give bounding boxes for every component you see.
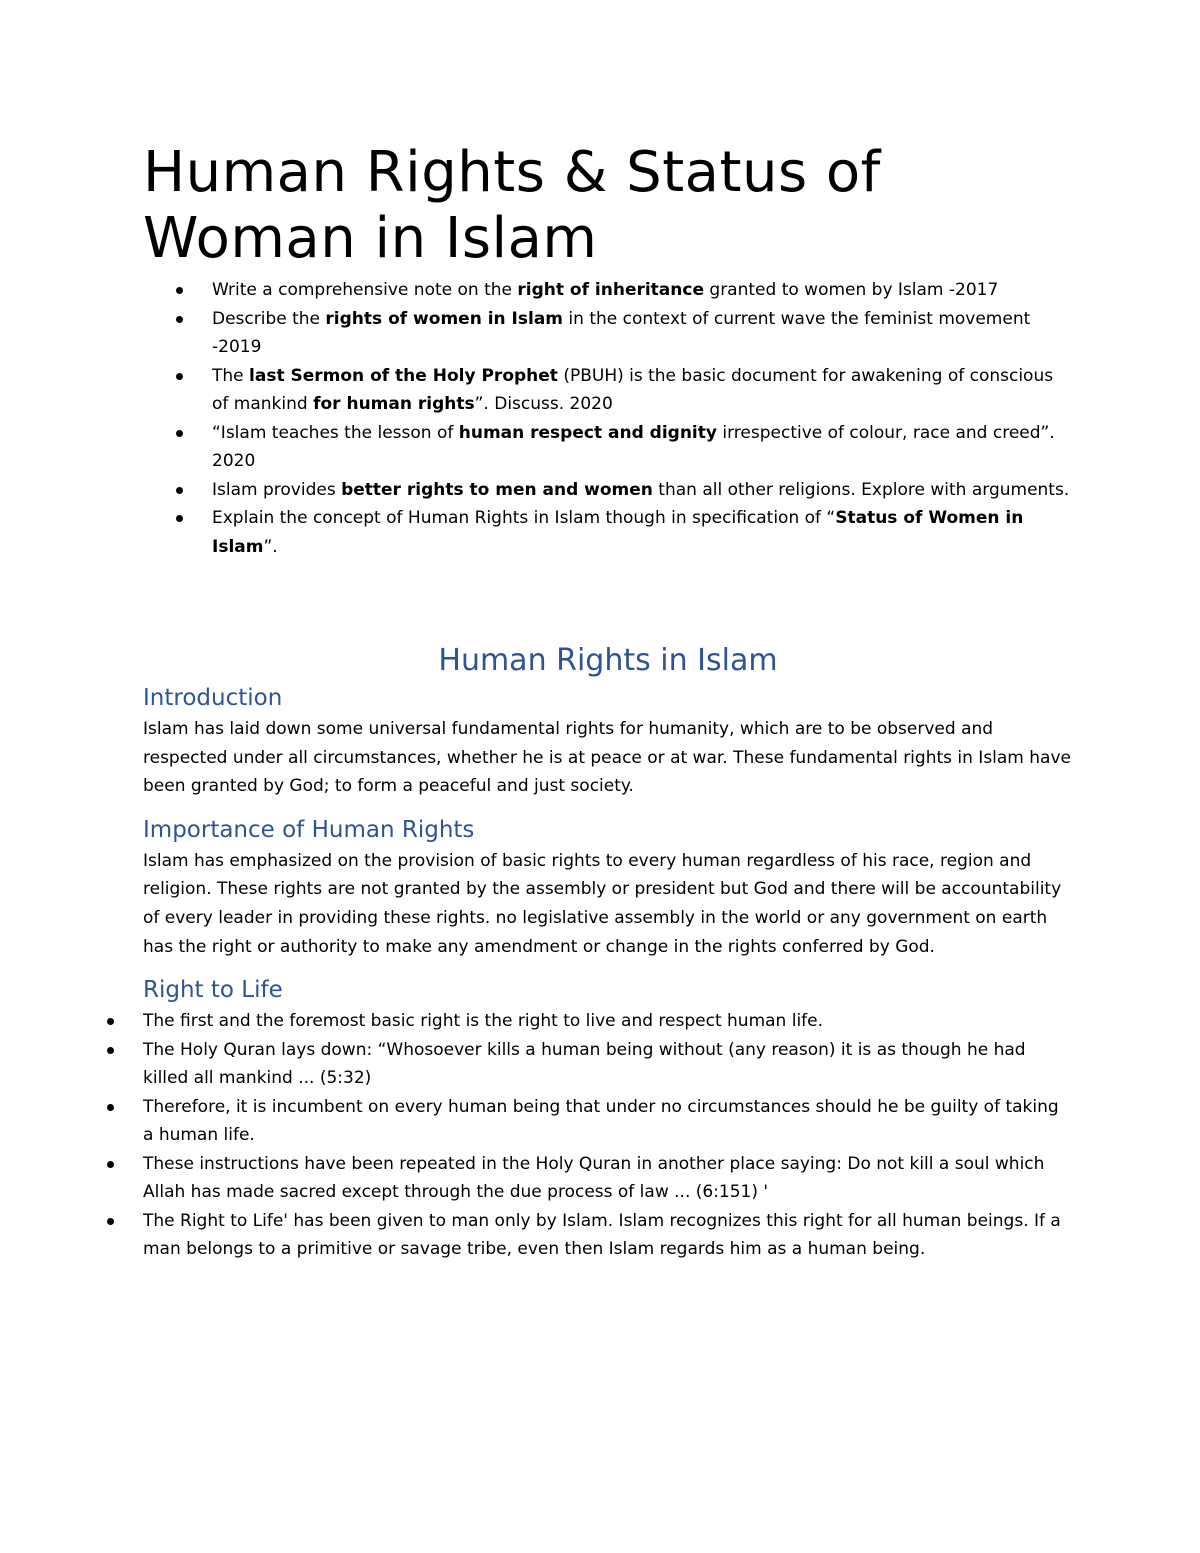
exam-questions-list <box>143 276 1073 561</box>
section-heading: Human Rights in Islam <box>438 643 778 678</box>
bullet-icon <box>107 1104 114 1111</box>
right-to-life-heading: Right to Life <box>143 977 283 1004</box>
bullet-icon <box>176 515 183 522</box>
bullet-icon <box>176 287 183 294</box>
list-item: The Holy Quran lays down: “Whosoever kills a human being without (any reason) it is as though he had killed all mankind ... (5:32) <box>74 1036 1073 1093</box>
list-item: The first and the foremost basic right is the right to live and respect human life. <box>74 1007 1073 1036</box>
bullet-icon <box>107 1161 114 1168</box>
document-title: Human Rights & Status of Woman in Islam <box>143 140 881 271</box>
list-item: Therefore, it is incumbent on every human being that under no circumstances should he be guilty of taking a human life. <box>74 1093 1073 1150</box>
question-item: Explain the concept of Human Rights in Islam though in specification of “Status of Women in Islam”. <box>143 504 1073 561</box>
importance-heading: Importance of Human Rights <box>143 816 475 843</box>
document-page <box>143 140 1073 1264</box>
question-item: Describe the rights of women in Islam in the context of current wave the feminist movement -2019 <box>143 305 1073 362</box>
list-item: The Right to Life' has been given to man only by Islam. Islam recognizes this right for all human beings. If a man belongs to a primitive or savage tribe, even then Islam regards him as a human being. <box>74 1207 1073 1264</box>
question-item: Write a comprehensive note on the right of inheritance granted to women by Islam -2017 <box>143 276 1073 305</box>
bullet-icon <box>176 487 183 494</box>
question-item: The last Sermon of the Holy Prophet (PBUH) is the basic document for awakening of conscious of mankind for human rights”. Discuss. 2020 <box>143 362 1073 419</box>
introduction-heading: Introduction <box>143 685 283 711</box>
question-item: Islam provides better rights to men and women than all other religions. Explore with arguments. <box>143 476 1073 505</box>
bullet-icon <box>107 1018 114 1025</box>
bullet-icon <box>176 373 183 380</box>
bullet-icon <box>107 1047 114 1054</box>
list-item: These instructions have been repeated in the Holy Quran in another place saying: Do not kill a soul which Allah has made sacred except through the due process of law ... (6:151) ' <box>74 1150 1073 1207</box>
importance-paragraph: Islam has emphasized on the provision of basic rights to every human regardless of his race, region and religion. These rights are not granted by the assembly or president but God and there will be accountability of every leader in providing these rights. no legislative assembly in the world or any government on earth has the right or authority to make any amendment or change in the rights conferred by God. <box>143 850 1062 957</box>
bullet-icon <box>107 1218 114 1225</box>
question-item: “Islam teaches the lesson of human respect and dignity irrespective of colour, race and creed”. 2020 <box>143 419 1073 476</box>
bullet-icon <box>176 316 183 323</box>
right-to-life-list <box>74 1007 1073 1264</box>
bullet-icon <box>176 430 183 437</box>
introduction-paragraph: Islam has laid down some universal fundamental rights for humanity, which are to be observed and respected under all circumstances, whether he is at peace or at war. These fundamental rights in Islam have been granted by God; to form a peaceful and just society. <box>143 719 1071 797</box>
